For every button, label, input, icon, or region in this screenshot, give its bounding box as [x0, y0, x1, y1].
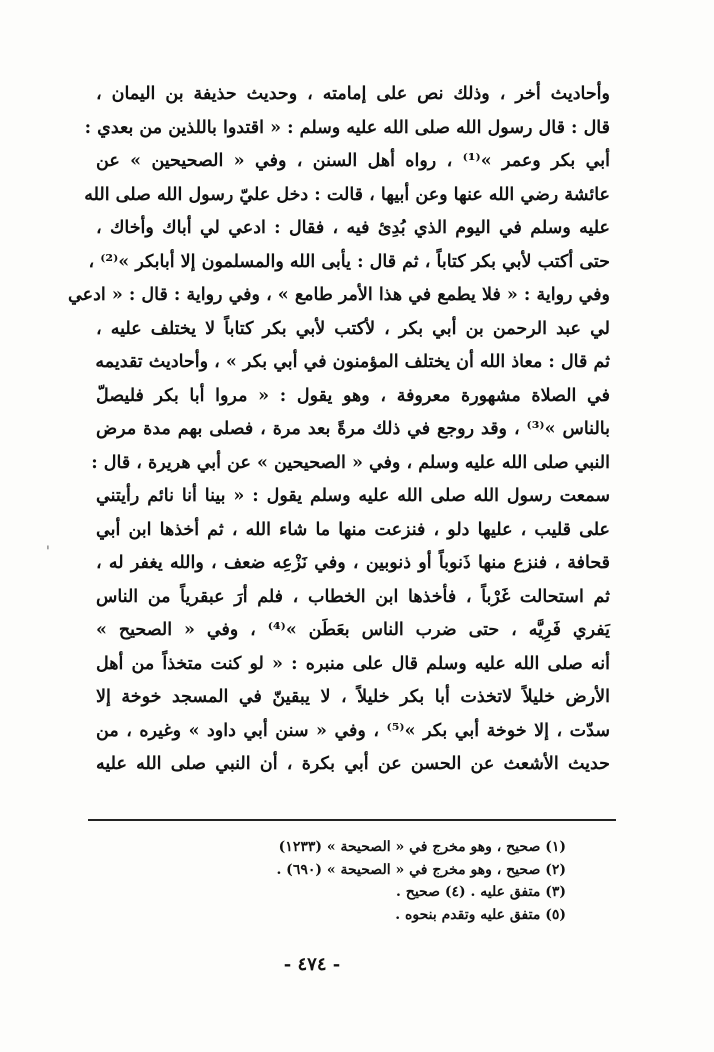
- text-line: أبي بكر وعمر »⁽¹⁾ ، رواه أهل السنن ، وفي « الصحيحين » عن: [96, 151, 610, 171]
- text-line: لي عبد الرحمن بن أبي بكر ، لأكتب لأبي بكر كتاباً لا يختلف عليه ،: [96, 318, 610, 339]
- text-line: قال : قال رسول الله صلى الله عليه وسلم : « اقتدوا باللذين من بعدي :: [84, 117, 610, 138]
- text-line: النبي صلى الله عليه وسلم ، وفي « الصحيحين » عن أبي هريرة ، قال :: [91, 452, 610, 473]
- footnote: (٢) صحيح ، وهو مخرج في « الصحيحة » (٦٩٠) .: [276, 861, 566, 878]
- text-line: ثم قال : معاذ الله أن يختلف المؤمنون في أبي بكر » ، وأحاديث تقديمه: [95, 352, 610, 372]
- text-line: أنه صلى الله عليه وسلم قال على منبره : « لو كنت متخذاً من أهل: [96, 653, 610, 674]
- footnote: (٣) متفق عليه . (٤) صحيح .: [396, 884, 566, 900]
- footnotes: [170, 836, 566, 926]
- text-line: سدّت ، إلا خوخة أبي بكر »⁽⁵⁾ ، وفي « سنن أبي داود » وغيره ، من: [96, 720, 610, 741]
- main-text: [68, 78, 610, 782]
- footnote-divider: [88, 819, 616, 821]
- footnote: (٥) متفق عليه وتقدم بنحوه .: [395, 906, 566, 923]
- text-line: في الصلاة مشهورة معروفة ، وهو يقول : « مروا أبا بكر فليصلّ: [96, 385, 610, 406]
- text-line: حتى أكتب لأبي بكر كتاباً ، ثم قال : يأبى الله والمسلمون إلا أبابكر »⁽²⁾ ،: [88, 251, 610, 272]
- text-line: يَفري فَرِيَّه ، حتى ضرب الناس بعَطَن »⁽⁴⁾ ، وفي « الصحيح »: [96, 620, 610, 640]
- text-line: حديث الأشعث عن الحسن عن أبي بكرة ، أن النبي صلى الله عليه: [96, 754, 610, 774]
- page-number: - ٤٧٤ -: [283, 954, 341, 975]
- text-line: سمعت رسول الله صلى الله عليه وسلم يقول : « بينا أنا نائم رأيتني: [96, 486, 610, 506]
- text-line: على قليب ، عليها دلو ، فنزعت منها ما شاء الله ، ثم أخذها ابن أبي: [96, 519, 610, 540]
- text-line: عليه وسلم في اليوم الذي بُدِئ فيه ، فقال : ادعي لي أباك وأخاك ،: [96, 218, 610, 238]
- footnote: (١) صحيح ، وهو مخرج في « الصحيحة » (١٢٣٣): [278, 839, 566, 855]
- margin-mark: ': [46, 544, 50, 560]
- text-line: عائشة رضي الله عنها وعن أبيها ، قالت : دخل عليّ رسول الله صلى الله: [84, 184, 610, 205]
- text-line: وأحاديث أخر ، وذلك نص على إمامته ، وحديث حذيفة بن اليمان ،: [96, 84, 610, 104]
- text-line: ثم استحالت غَرْباً ، فأخذها ابن الخطاب ، فلم أرَ عبقرياً من الناس: [96, 586, 610, 607]
- text-line: قحافة ، فنزع منها ذَنوباً أو ذنوبين ، وفي نَزْعِه ضعف ، والله يغفر له ،: [96, 553, 610, 573]
- text-line: الأرض خليلاً لاتخذت أبا بكر خليلاً ، لا يبقينّ في المسجد خوخة إلا: [96, 687, 610, 707]
- text-line: وفي رواية : « فلا يطمع في هذا الأمر طامع » ، وفي رواية : قال : « ادعي: [68, 285, 610, 305]
- text-line: بالناس »⁽³⁾ ، وقد روجع في ذلك مرةً بعد مرة ، فصلى بهم مدة مرض: [96, 419, 610, 439]
